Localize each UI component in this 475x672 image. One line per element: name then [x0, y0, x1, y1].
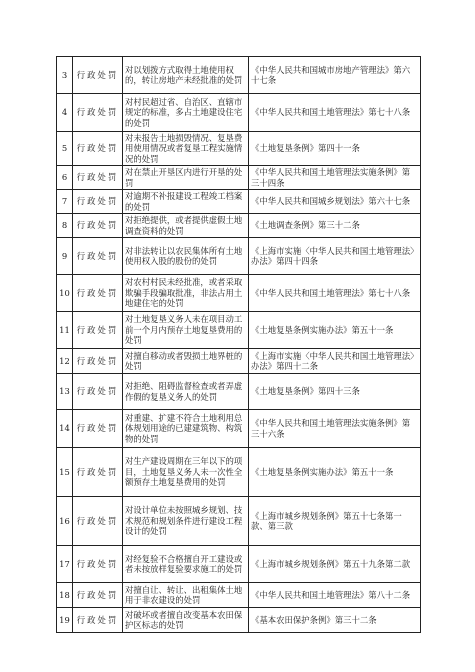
row-description: 对以划拨方式取得土地使用权的，转让房地产未经批准的处罚 [123, 57, 249, 94]
row-number: 17 [57, 546, 73, 583]
row-number: 13 [57, 374, 73, 410]
row-type: 行政处罚 [73, 190, 123, 214]
row-description: 对设计单位未按照城乡规划、技术规范和规划条件进行建设工程设计的处罚 [123, 497, 249, 546]
table-row [57, 275, 421, 312]
table-row [57, 410, 421, 448]
row-description: 对农村村民未经批准，或者采取欺骗手段骗取批准，非法占用土地建住宅的处罚 [123, 275, 249, 312]
row-legal-basis: 《土地复垦条例实施办法》第五十一条 [249, 448, 421, 497]
table-row [57, 583, 421, 608]
row-type: 行政处罚 [73, 448, 123, 497]
row-legal-basis: 《土地复垦条例实施办法》第五十一条 [249, 312, 421, 349]
row-number: 5 [57, 132, 73, 166]
row-description: 对未报告土地损毁情况、复垦费用使用情况或者复垦工程实施情况的处罚 [123, 132, 249, 166]
row-legal-basis: 《中华人民共和国城市房地产管理法》第六十七条 [249, 57, 421, 94]
table-row [57, 349, 421, 374]
row-legal-basis: 《上海市实施〈中华人民共和国土地管理法〉办法》第四十四条 [249, 238, 421, 275]
row-type: 行政处罚 [73, 94, 123, 132]
row-number: 19 [57, 608, 73, 633]
row-number: 14 [57, 410, 73, 448]
row-type: 行政处罚 [73, 166, 123, 190]
penalty-table [56, 56, 421, 633]
row-type: 行政处罚 [73, 410, 123, 448]
row-legal-basis: 《土地调查条例》第三十二条 [249, 214, 421, 238]
row-legal-basis: 《中华人民共和国土地管理法》第七十八条 [249, 275, 421, 312]
row-description: 对擅自让、转让、出租集体土地用于非农建设的处罚 [123, 583, 249, 608]
table-row [57, 238, 421, 275]
table-row [57, 57, 421, 94]
row-number: 10 [57, 275, 73, 312]
row-description: 对拒绝提供，或者提供虚假土地调查资料的处罚 [123, 214, 249, 238]
row-type: 行政处罚 [73, 374, 123, 410]
row-legal-basis: 《中华人民共和国土地管理法》第八十二条 [249, 583, 421, 608]
row-description: 对破坏或者擅自改变基本农田保护区标志的处罚 [123, 608, 249, 633]
row-description: 对经复验不合格擅自开工建设或者未按放样复验要求施工的处罚 [123, 546, 249, 583]
row-type: 行政处罚 [73, 275, 123, 312]
row-number: 11 [57, 312, 73, 349]
table-row [57, 214, 421, 238]
row-type: 行政处罚 [73, 214, 123, 238]
table-row [57, 312, 421, 349]
row-legal-basis: 《中华人民共和国城乡规划法》第六十七条 [249, 190, 421, 214]
row-number: 15 [57, 448, 73, 497]
table-row [57, 546, 421, 583]
row-number: 4 [57, 94, 73, 132]
row-type: 行政处罚 [73, 349, 123, 374]
row-number: 12 [57, 349, 73, 374]
table-row [57, 166, 421, 190]
row-type: 行政处罚 [73, 583, 123, 608]
row-description: 对重建、扩建不符合土地利用总体规划用途的已建建筑物、构筑物的处罚 [123, 410, 249, 448]
row-type: 行政处罚 [73, 497, 123, 546]
table-row [57, 190, 421, 214]
row-number: 6 [57, 166, 73, 190]
row-legal-basis: 《中华人民共和国土地管理法实施条例》第三十四条 [249, 166, 421, 190]
row-legal-basis: 《上海市城乡规划条例》第五十九条第二款 [249, 546, 421, 583]
row-number: 18 [57, 583, 73, 608]
row-description: 对非法转让以农民集体所有土地使用权入股的股份的处罚 [123, 238, 249, 275]
table-row [57, 94, 421, 132]
row-type: 行政处罚 [73, 238, 123, 275]
table-row [57, 448, 421, 497]
row-number: 3 [57, 57, 73, 94]
row-description: 对拒绝、阻碍监督检查或者弄虚作假的复垦义务人的处罚 [123, 374, 249, 410]
row-type: 行政处罚 [73, 132, 123, 166]
row-description: 对擅自移动或者毁损土地界桩的处罚 [123, 349, 249, 374]
row-type: 行政处罚 [73, 608, 123, 633]
table-row [57, 608, 421, 633]
row-legal-basis: 《基本农田保护条例》第三十二条 [249, 608, 421, 633]
row-type: 行政处罚 [73, 57, 123, 94]
row-number: 7 [57, 190, 73, 214]
row-legal-basis: 《中华人民共和国土地管理法》第七十八条 [249, 94, 421, 132]
table-row [57, 497, 421, 546]
row-description: 对逾期不补报建设工程竣工档案的处罚 [123, 190, 249, 214]
row-type: 行政处罚 [73, 312, 123, 349]
row-description: 对村民超过省、自治区、直辖市规定的标准，多占土地建设住宅的处罚 [123, 94, 249, 132]
row-description: 对生产建设周期在三年以下的项目，土地复垦义务人未一次性全额预存土地复垦费用的处罚 [123, 448, 249, 497]
row-description: 对土地复垦义务人未在项目动工前一个月内预存土地复垦费用的处罚 [123, 312, 249, 349]
row-legal-basis: 《土地复垦条例》第四十一条 [249, 132, 421, 166]
row-type: 行政处罚 [73, 546, 123, 583]
row-number: 8 [57, 214, 73, 238]
table-row [57, 132, 421, 166]
row-legal-basis: 《中华人民共和国土地管理法实施条例》第三十六条 [249, 410, 421, 448]
row-description: 对在禁止开垦区内进行开垦的处罚 [123, 166, 249, 190]
row-number: 16 [57, 497, 73, 546]
row-legal-basis: 《上海市城乡规划条例》第五十七条第一款、第三款 [249, 497, 421, 546]
table-row [57, 374, 421, 410]
row-legal-basis: 《上海市实施〈中华人民共和国土地管理法〉办法》第四十二条 [249, 349, 421, 374]
row-legal-basis: 《土地复垦条例》第四十三条 [249, 374, 421, 410]
row-number: 9 [57, 238, 73, 275]
